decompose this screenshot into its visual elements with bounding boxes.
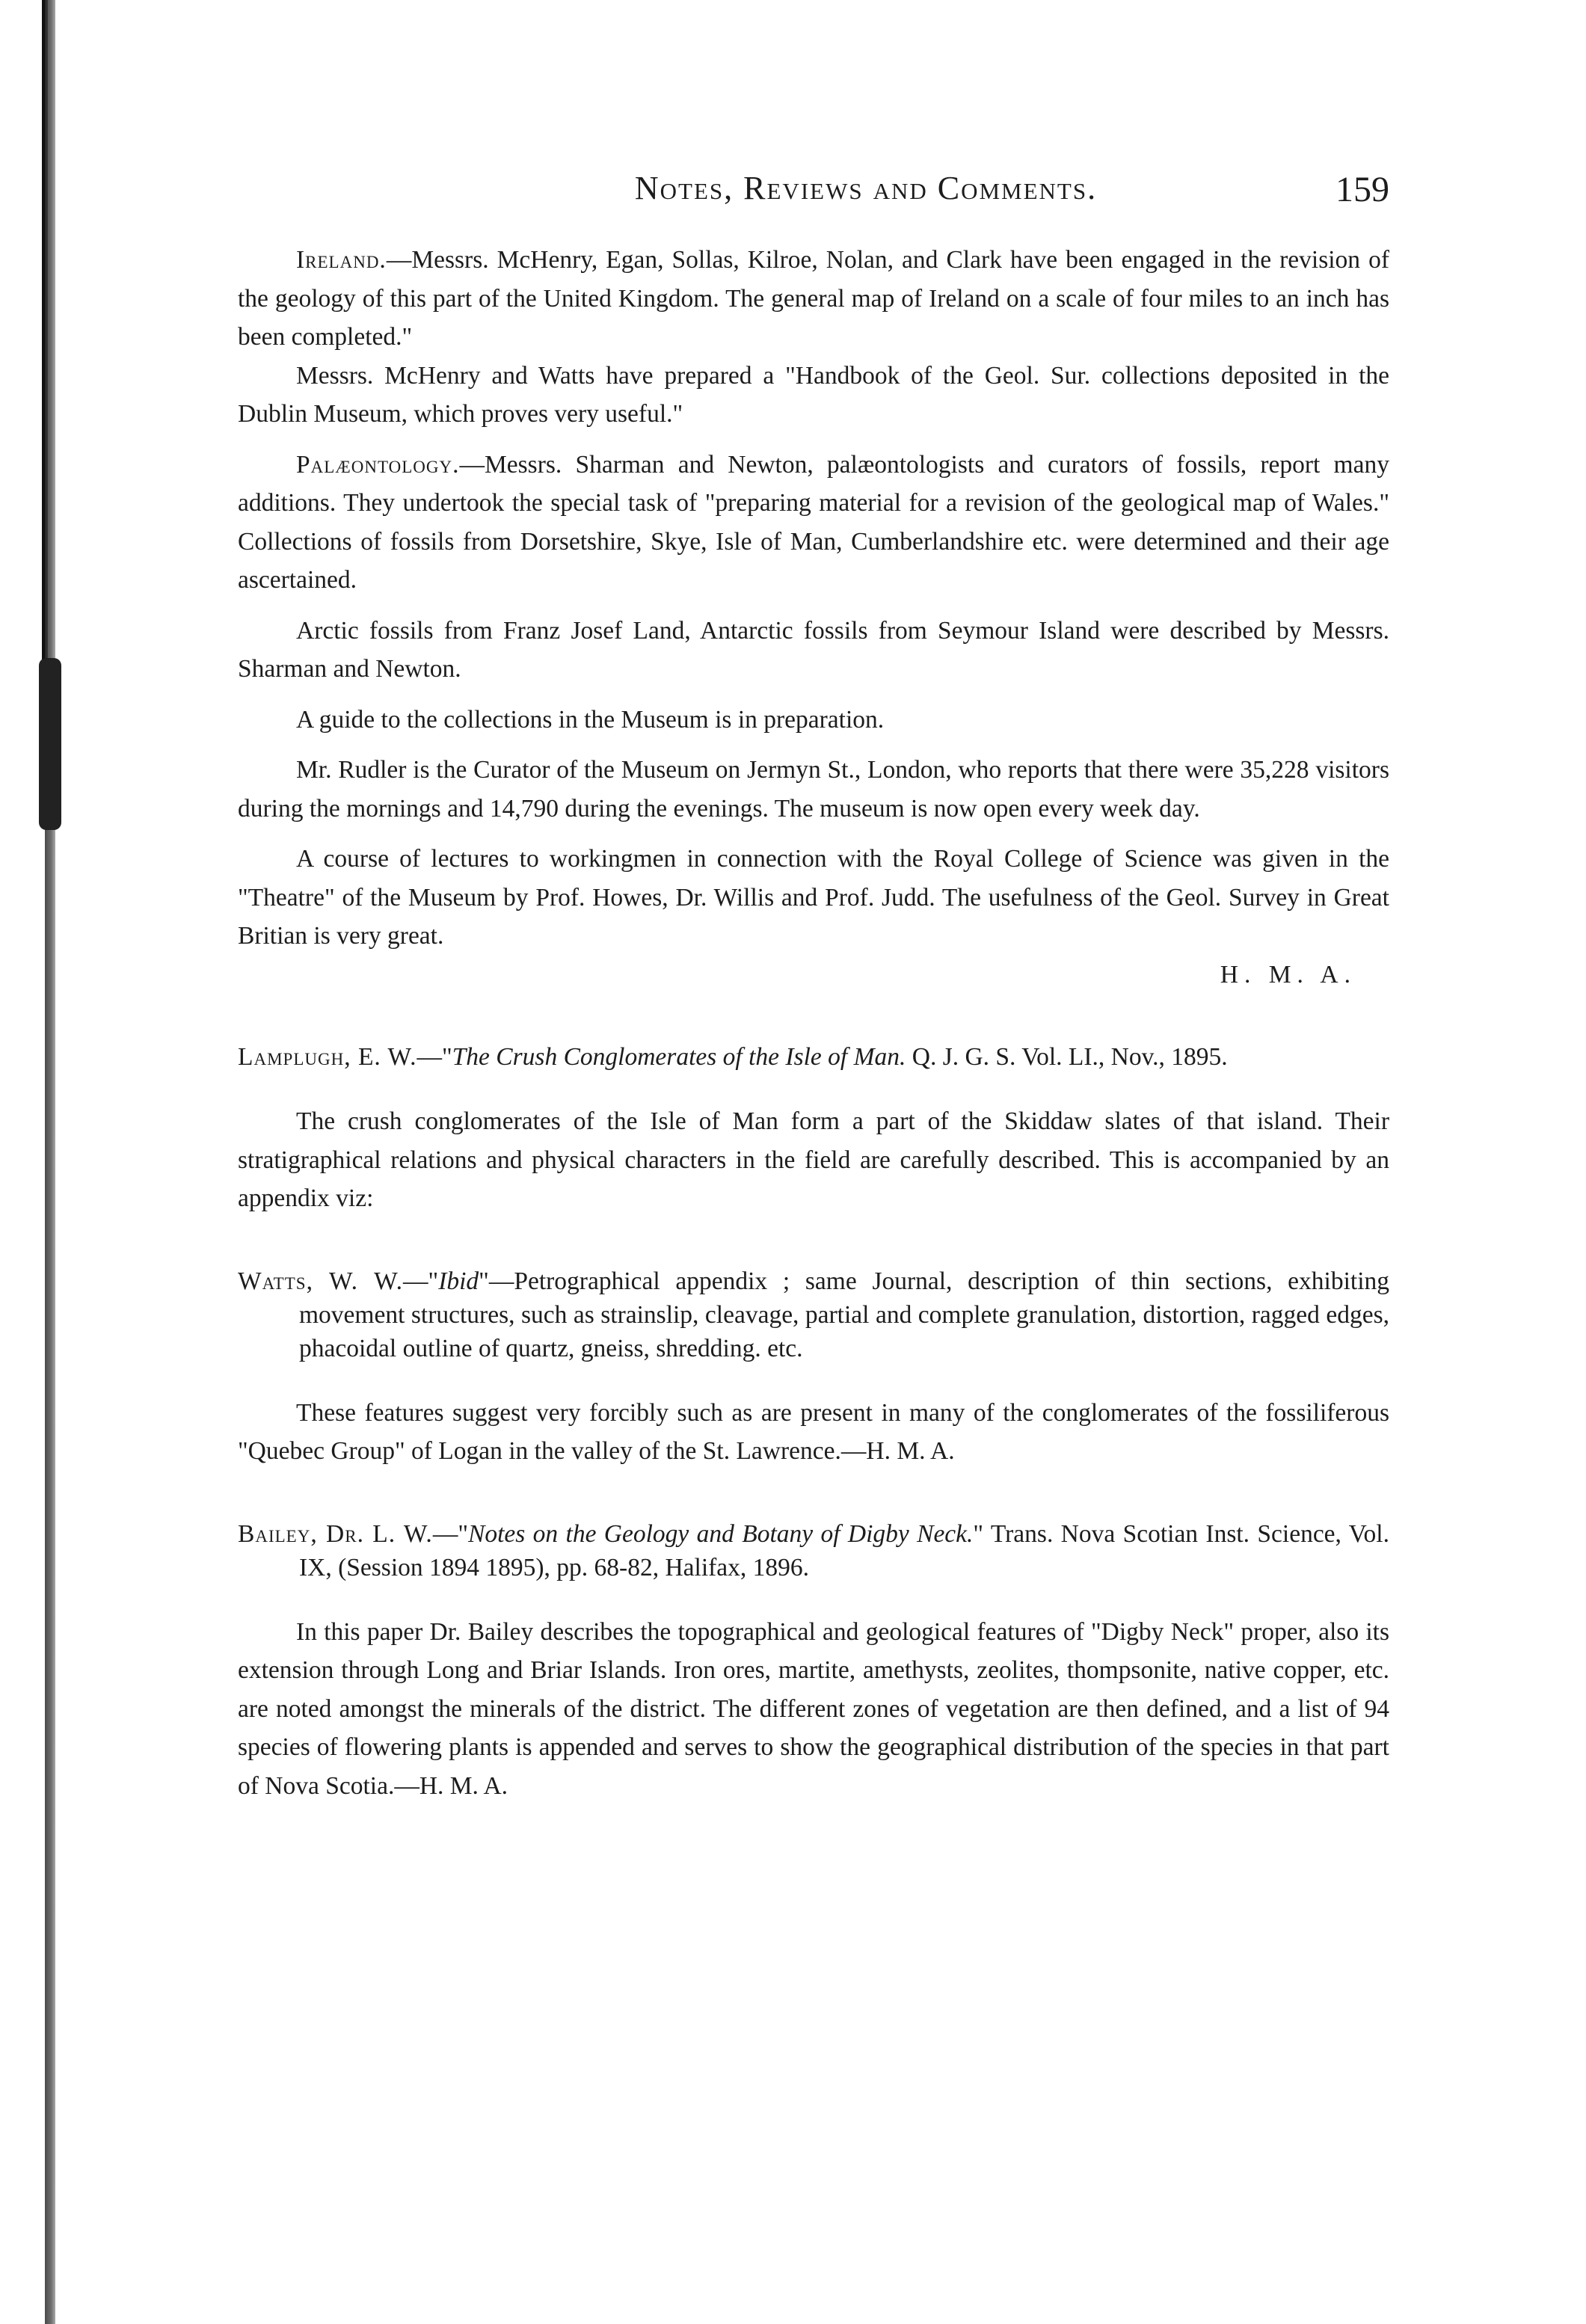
palaeontology-paragraph-2: Arctic fossils from Franz Josef Land, Antarctic fossils from Seymour Island were described by Messrs. Sharman and Newton. (238, 616, 1389, 683)
lamplugh-details: Q. J. G. S. Vol. LI., Nov., 1895. (906, 1043, 1228, 1071)
palaeontology-paragraph-3: A guide to the collections in the Museum is in preparation. (296, 705, 885, 734)
palaeontology-paragraph-5: A course of lectures to workingmen in connection with the Royal College of Science was given in the "Theatre" of the Museum by Prof. Howes, Dr. Willis and Prof. Judd. The usefulness of the Geol. Survey in Great Britian is very great. (238, 845, 1389, 950)
watts-title: Ibid (438, 1267, 479, 1295)
watts-dash: —" (403, 1267, 439, 1295)
bailey-details: " Trans. Nova Scotian Inst. Science, Vol. IX, (Session 1894 1895), pp. 68-82, Halifax, 1896. (299, 1519, 1389, 1581)
bailey-title: Notes on the Geology and Botany of Digby Neck. (468, 1519, 974, 1548)
palaeontology-paragraph-1 (238, 446, 1389, 600)
ireland-text-1: —Messrs. McHenry, Egan, Sollas, Kilroe, Nolan, and Clark have been engaged in the revision of the geology of this part of the United Kingdom. The general map of Ireland on a scale of four miles to an inch has been completed." (238, 246, 1389, 351)
watts-details: "—Petrographical appendix ; same Journal, description of thin sections, exhibiting movement structures, such as strainslip, cleavage, partial and complete granulation, distortion, ragged edges, phacoidal outline of quartz, gneiss, shredding. etc. (299, 1267, 1390, 1362)
watts-review-body: These features suggest very forcibly such as are present in many of the conglomerates of the fossiliferous "Quebec Group" of Logan in the valley of the St. Lawrence.—H. M. A. (238, 1398, 1389, 1465)
signature-hma-1: H. M. A. (1220, 960, 1356, 989)
palaeontology-text-1: —Messrs. Sharman and Newton, palæontologists and curators of fossils, report many additions. They undertook the special task of "preparing material for a revision of the geological map of Wales." Collections of fossils from Dorsetshire, Skye, Isle of Man, Cumberlandshire etc. were determined and their age ascertained. (238, 450, 1389, 594)
binding-blot (39, 658, 61, 830)
running-head (238, 169, 1389, 229)
page-binding-edge (45, 0, 55, 2324)
watts-citation (238, 1264, 1389, 1365)
ireland-heading: Ireland. (296, 246, 387, 274)
lamplugh-dash: —" (417, 1043, 452, 1071)
bailey-author: Bailey, Dr. L. W. (238, 1519, 433, 1548)
watts-author: Watts, W. W. (238, 1267, 403, 1295)
ireland-paragraph-2: Messrs. McHenry and Watts have prepared a "Handbook of the Geol. Sur. collections deposited in the Dublin Museum, which proves very useful." (238, 361, 1389, 428)
lamplugh-citation (238, 1040, 1389, 1074)
lamplugh-author: Lamplugh, E. W. (238, 1043, 417, 1071)
lamplugh-title: The Crush Conglomerates of the Isle of Man. (452, 1043, 906, 1071)
bailey-dash: —" (432, 1519, 468, 1548)
page-number: 159 (1336, 170, 1389, 209)
palaeontology-heading: Palæontology. (296, 450, 460, 479)
ireland-paragraph-1 (238, 241, 1389, 357)
bailey-citation (238, 1517, 1389, 1584)
bailey-review-body: In this paper Dr. Bailey describes the topographical and geological features of "Digby Neck" proper, also its extension through Long and Briar Islands. Iron ores, martite, amethysts, zeolites, thompsonite, native copper, etc. are noted amongst the minerals of the district. The different zones of vegetation are then defined, and a list of 94 species of flowering plants is appended and serves to show the geographical distribution of the species in that part of Nova Scotia.—H. M. A. (238, 1617, 1389, 1800)
running-title: Notes, Reviews and Comments. (634, 170, 1098, 206)
palaeontology-paragraph-4: Mr. Rudler is the Curator of the Museum on Jermyn St., London, who reports that there were 35,228 visitors during the mornings and 14,790 during the evenings. The museum is now open every week day. (238, 756, 1389, 823)
lamplugh-review-body: The crush conglomerates of the Isle of Man form a part of the Skiddaw slates of that island. Their stratigraphical relations and physical characters in the field are carefully described. This is accompanied by an appendix viz: (238, 1107, 1389, 1212)
page-content (238, 169, 1389, 1805)
